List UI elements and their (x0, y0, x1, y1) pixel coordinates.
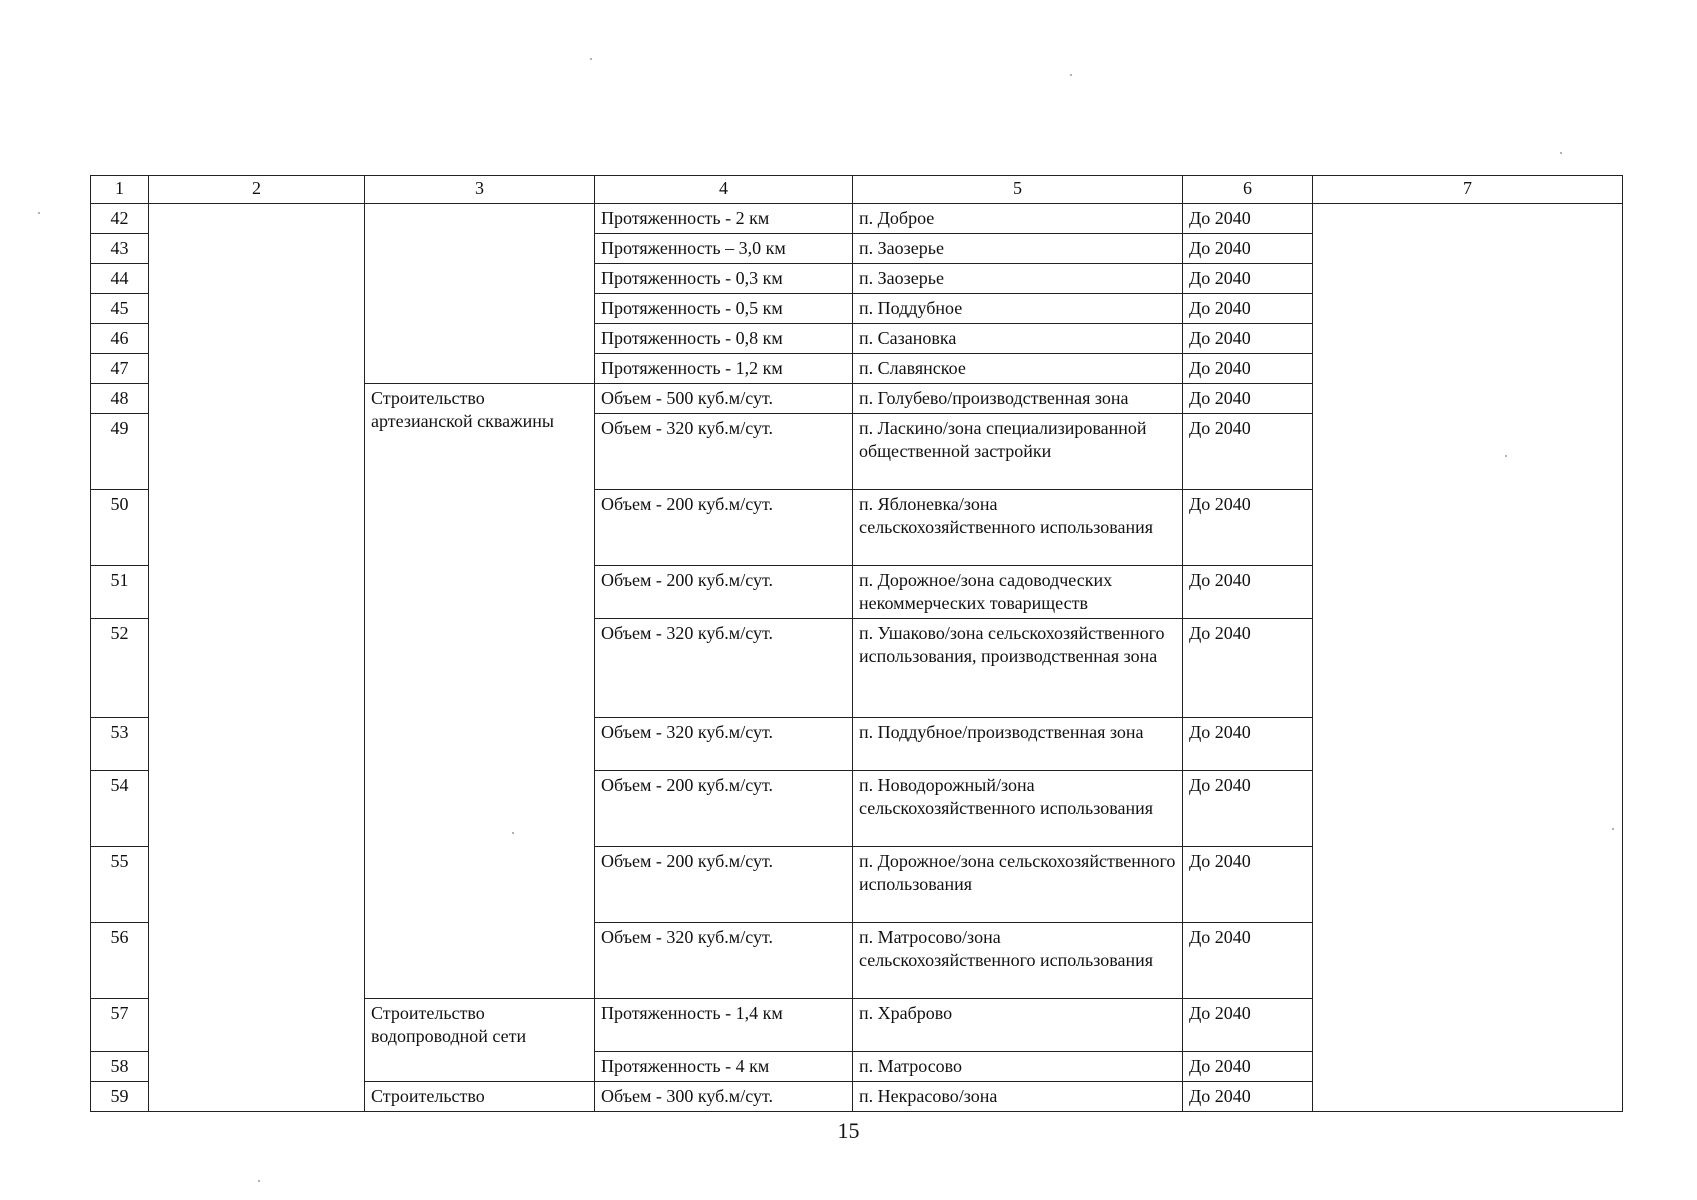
parameter-cell: Протяженность - 0,8 км (595, 324, 853, 354)
row-number: 54 (91, 771, 149, 847)
deadline-cell: До 2040 (1183, 1052, 1313, 1082)
location-cell: п. Голубево/производственная зона (853, 384, 1183, 414)
row-number: 50 (91, 490, 149, 566)
parameter-cell: Объем - 320 куб.м/сут. (595, 619, 853, 718)
row-number: 43 (91, 234, 149, 264)
row-number: 52 (91, 619, 149, 718)
parameter-cell: Протяженность - 0,3 км (595, 264, 853, 294)
location-cell: п. Доброе (853, 204, 1183, 234)
column-3-cell (365, 204, 595, 384)
column-header-1: 1 (91, 176, 149, 204)
header-row (91, 176, 1623, 204)
deadline-cell: До 2040 (1183, 1082, 1313, 1112)
location-cell: п. Сазановка (853, 324, 1183, 354)
deadline-cell: До 2040 (1183, 234, 1313, 264)
deadline-cell: До 2040 (1183, 324, 1313, 354)
deadline-cell: До 2040 (1183, 923, 1313, 999)
location-cell: п. Дорожное/зона сельскохозяйственного использования (853, 847, 1183, 923)
deadline-cell: До 2040 (1183, 847, 1313, 923)
works-table (90, 175, 1623, 1112)
row-number: 58 (91, 1052, 149, 1082)
column-2-cell (149, 204, 365, 1112)
location-cell: п. Новодорожный/зона сельскохозяйственного использования (853, 771, 1183, 847)
deadline-cell: До 2040 (1183, 264, 1313, 294)
location-cell: п. Матросово (853, 1052, 1183, 1082)
row-number: 55 (91, 847, 149, 923)
location-cell: п. Славянское (853, 354, 1183, 384)
work-type-cell: Строительство водопроводной сети (365, 999, 595, 1082)
location-cell: п. Ушаково/зона сельскохозяйственного использования, производственная зона (853, 619, 1183, 718)
column-header-5: 5 (853, 176, 1183, 204)
page-number: 15 (837, 1118, 860, 1143)
scan-speck (1560, 152, 1562, 154)
row-number: 53 (91, 718, 149, 771)
deadline-cell: До 2040 (1183, 999, 1313, 1052)
parameter-cell: Протяженность – 3,0 км (595, 234, 853, 264)
row-number: 42 (91, 204, 149, 234)
parameter-cell: Протяженность - 2 км (595, 204, 853, 234)
parameter-cell: Протяженность - 1,4 км (595, 999, 853, 1052)
location-cell: п. Поддубное (853, 294, 1183, 324)
deadline-cell: До 2040 (1183, 566, 1313, 619)
row-number: 47 (91, 354, 149, 384)
deadline-cell: До 2040 (1183, 204, 1313, 234)
parameter-cell: Объем - 200 куб.м/сут. (595, 847, 853, 923)
column-header-2: 2 (149, 176, 365, 204)
parameter-cell: Объем - 200 куб.м/сут. (595, 771, 853, 847)
column-7-cell (1313, 204, 1623, 1112)
table-row (91, 204, 1623, 234)
row-number: 48 (91, 384, 149, 414)
row-number: 45 (91, 294, 149, 324)
deadline-cell: До 2040 (1183, 354, 1313, 384)
deadline-cell: До 2040 (1183, 384, 1313, 414)
parameter-cell: Протяженность - 0,5 км (595, 294, 853, 324)
location-cell: п. Ласкино/зона специализированной общественной застройки (853, 414, 1183, 490)
location-cell: п. Некрасово/зона (853, 1082, 1183, 1112)
work-type-cell: Строительство (365, 1082, 595, 1112)
parameter-cell: Протяженность - 1,2 км (595, 354, 853, 384)
location-cell: п. Заозерье (853, 264, 1183, 294)
location-cell: п. Храброво (853, 999, 1183, 1052)
parameter-cell: Протяженность - 4 км (595, 1052, 853, 1082)
column-header-6: 6 (1183, 176, 1313, 204)
deadline-cell: До 2040 (1183, 414, 1313, 490)
row-number: 51 (91, 566, 149, 619)
row-number: 44 (91, 264, 149, 294)
parameter-cell: Объем - 200 куб.м/сут. (595, 566, 853, 619)
column-header-7: 7 (1313, 176, 1623, 204)
location-cell: п. Дорожное/зона садоводческих некоммерческих товариществ (853, 566, 1183, 619)
scan-speck (1070, 74, 1072, 76)
parameter-cell: Объем - 320 куб.м/сут. (595, 414, 853, 490)
deadline-cell: До 2040 (1183, 771, 1313, 847)
location-cell: п. Заозерье (853, 234, 1183, 264)
row-number: 46 (91, 324, 149, 354)
deadline-cell: До 2040 (1183, 718, 1313, 771)
location-cell: п. Поддубное/производственная зона (853, 718, 1183, 771)
deadline-cell: До 2040 (1183, 490, 1313, 566)
deadline-cell: До 2040 (1183, 294, 1313, 324)
location-cell: п. Яблоневка/зона сельскохозяйственного использования (853, 490, 1183, 566)
location-cell: п. Матросово/зона сельскохозяйственного использования (853, 923, 1183, 999)
deadline-cell: До 2040 (1183, 619, 1313, 718)
parameter-cell: Объем - 300 куб.м/сут. (595, 1082, 853, 1112)
column-header-3: 3 (365, 176, 595, 204)
scan-speck (590, 58, 592, 60)
row-number: 49 (91, 414, 149, 490)
row-number: 57 (91, 999, 149, 1052)
work-type-cell: Строительство артезианской скважины (365, 384, 595, 999)
parameter-cell: Объем - 320 куб.м/сут. (595, 923, 853, 999)
parameter-cell: Объем - 200 куб.м/сут. (595, 490, 853, 566)
row-number: 59 (91, 1082, 149, 1112)
parameter-cell: Объем - 320 куб.м/сут. (595, 718, 853, 771)
scan-speck (258, 1180, 260, 1182)
column-header-4: 4 (595, 176, 853, 204)
scan-speck (38, 212, 40, 214)
row-number: 56 (91, 923, 149, 999)
parameter-cell: Объем - 500 куб.м/сут. (595, 384, 853, 414)
